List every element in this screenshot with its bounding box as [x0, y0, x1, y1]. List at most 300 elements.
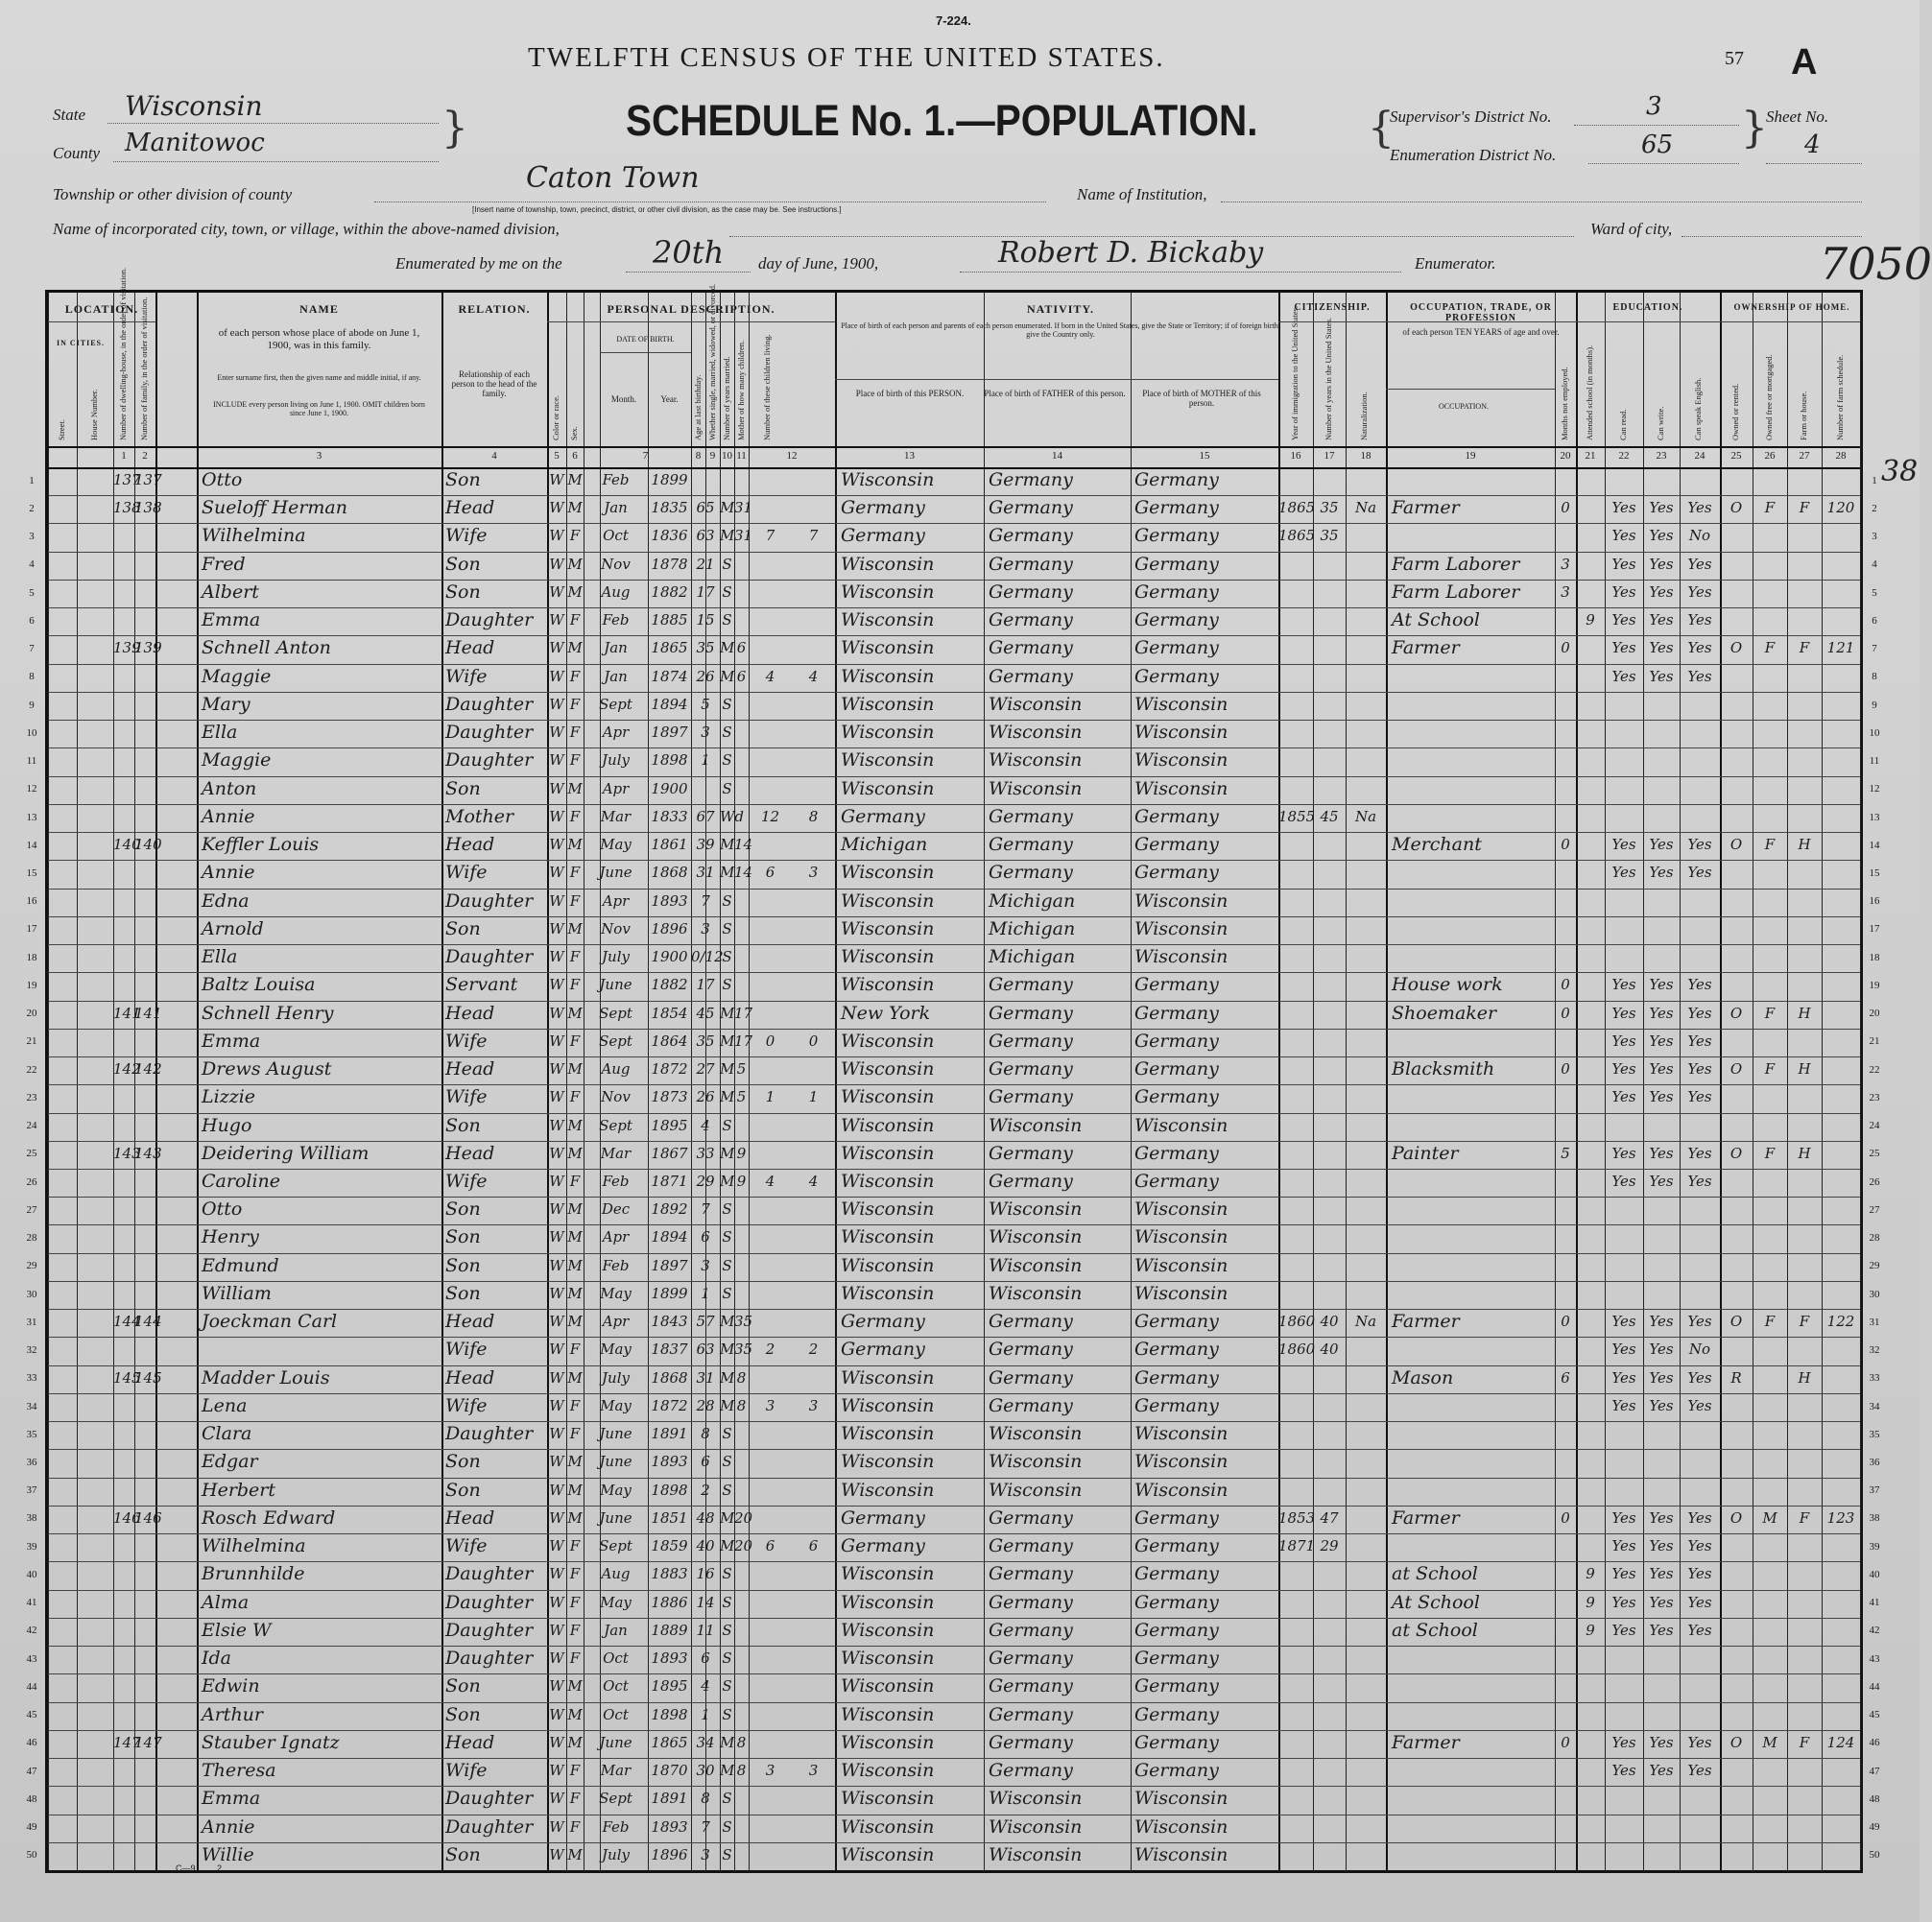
- cell-yr: 1871: [651, 1173, 688, 1190]
- cell-sex: M: [567, 499, 583, 516]
- header-owned-rented: Owned or rented.: [1730, 383, 1740, 440]
- column-number: 21: [1585, 450, 1596, 462]
- cell-fm: F: [1764, 836, 1776, 853]
- cell-bp: Wisconsin: [841, 1198, 935, 1220]
- cell-dw: 139: [113, 639, 141, 656]
- cell-bp: Wisconsin: [841, 1031, 935, 1052]
- cell-wr: Yes: [1649, 1397, 1674, 1414]
- cell-name: Edna: [202, 890, 250, 912]
- cell-bp: Wisconsin: [841, 1171, 935, 1192]
- column-divider: [197, 293, 199, 1870]
- cell-mne: 0: [1561, 639, 1570, 656]
- cell-rel: Daughter: [445, 694, 534, 715]
- brace-right-close: }: [1741, 104, 1768, 153]
- cell-yr: 1898: [651, 1482, 688, 1499]
- column-divider: [77, 293, 78, 1870]
- header-street: Street.: [57, 419, 66, 440]
- cell-wr: Yes: [1649, 1594, 1674, 1611]
- row-number: 34: [26, 1401, 37, 1412]
- cell-bm: Germany: [1134, 637, 1219, 658]
- cell-rd: Yes: [1611, 1565, 1636, 1582]
- cell-rel: Son: [445, 1198, 481, 1220]
- cell-ym: 31: [734, 499, 753, 516]
- cell-bm: Germany: [1134, 974, 1219, 995]
- cell-en: Yes: [1687, 1594, 1712, 1611]
- cell-name: Maggie: [202, 666, 272, 687]
- cell-ym: 6: [736, 668, 747, 685]
- cell-sex: F: [569, 724, 581, 741]
- cell-mon: May: [600, 1482, 632, 1499]
- cell-occ: Painter: [1392, 1143, 1459, 1164]
- cell-yr: 1882: [651, 583, 688, 601]
- row-number: 18: [1869, 952, 1880, 963]
- column-number: 18: [1360, 450, 1371, 462]
- group-education: EDUCATION.: [1612, 302, 1683, 313]
- cell-yr: 1873: [651, 1088, 688, 1105]
- cell-mo: 4: [765, 668, 775, 685]
- cell-own: O: [1729, 836, 1743, 853]
- cell-occ: Farmer: [1392, 637, 1460, 658]
- row-number: 45: [1869, 1709, 1880, 1720]
- cell-mon: May: [600, 1594, 632, 1611]
- cell-yr: 1898: [651, 1706, 688, 1723]
- cell-yr: 1898: [651, 751, 688, 769]
- row-number: 33: [1869, 1372, 1880, 1384]
- row-divider: [1278, 321, 1860, 322]
- cell-fs: 122: [1826, 1313, 1855, 1330]
- cell-rel: Son: [445, 581, 481, 603]
- cell-rd: Yes: [1611, 1594, 1636, 1611]
- cell-imm: 1871: [1278, 1537, 1316, 1554]
- cell-mne: 6: [1561, 1369, 1570, 1387]
- enumeration-value: 65: [1641, 131, 1674, 159]
- cell-yr: 1896: [651, 920, 688, 937]
- cell-bf: Germany: [989, 1732, 1073, 1753]
- cell-yr: 1895: [651, 1117, 688, 1134]
- cell-yr: 1883: [651, 1565, 688, 1582]
- cell-rel: Daughter: [445, 1423, 534, 1444]
- cell-mon: May: [600, 836, 632, 853]
- row-number: 46: [26, 1737, 37, 1748]
- row-number: 12: [26, 783, 37, 795]
- cell-mne: 5: [1561, 1145, 1570, 1162]
- cell-mon: Apr: [602, 1228, 630, 1246]
- cell-age: 40: [696, 1537, 715, 1554]
- cell-sex: M: [567, 1145, 583, 1162]
- cell-en: Yes: [1687, 1734, 1712, 1751]
- column-number: 4: [491, 450, 497, 462]
- cell-bf: Germany: [989, 525, 1073, 546]
- cell-col: W: [549, 639, 564, 656]
- cell-mar: M: [720, 499, 735, 516]
- cell-sex: F: [569, 892, 581, 910]
- cell-bp: Wisconsin: [841, 1423, 935, 1444]
- cell-mon: Mar: [600, 808, 632, 825]
- cell-bp: Wisconsin: [841, 778, 935, 799]
- cell-bm: Germany: [1134, 1367, 1219, 1388]
- cell-mo: 6: [765, 1537, 775, 1554]
- cell-mon: Aug: [601, 1060, 631, 1078]
- column-divider: [984, 293, 985, 1870]
- cell-mne: 0: [1561, 1060, 1570, 1078]
- cell-col: W: [549, 1341, 564, 1358]
- cell-bm: Wisconsin: [1134, 890, 1228, 912]
- margin-number: 38: [1881, 455, 1919, 488]
- cell-mar: S: [722, 696, 732, 713]
- cell-own: O: [1729, 499, 1743, 516]
- cell-en: Yes: [1687, 1005, 1712, 1022]
- cell-name: Elsie W: [202, 1620, 272, 1641]
- cell-mon: Sept: [599, 1032, 632, 1050]
- cell-col: W: [549, 976, 564, 993]
- row-number: 25: [26, 1148, 37, 1159]
- county-line: [113, 161, 439, 162]
- cell-fs: 124: [1826, 1734, 1855, 1751]
- cell-sex: F: [569, 527, 581, 544]
- cell-wr: Yes: [1649, 864, 1674, 881]
- cell-fm: M: [1762, 1734, 1777, 1751]
- header-sex: Sex.: [569, 426, 579, 440]
- cell-bf: Germany: [989, 862, 1073, 883]
- cell-mar: S: [722, 1818, 732, 1836]
- row-number: 35: [1869, 1429, 1880, 1440]
- cell-sch: 9: [1586, 1565, 1595, 1582]
- cell-age: 31: [696, 1369, 715, 1387]
- cell-ym: 14: [734, 836, 753, 853]
- cell-sex: M: [567, 1228, 583, 1246]
- cell-name: Anton: [202, 778, 257, 799]
- cell-col: W: [549, 1397, 564, 1414]
- cell-sex: M: [567, 583, 583, 601]
- cell-bm: Wisconsin: [1134, 1198, 1228, 1220]
- birth-father-header: Place of birth of FATHER of this person.: [984, 389, 1126, 398]
- enumerator-name: Robert D. Bickaby: [998, 236, 1264, 270]
- sheet-label: Sheet No.: [1766, 107, 1829, 126]
- cell-col: W: [549, 471, 564, 488]
- cell-rel: Head: [445, 1003, 495, 1024]
- cell-mne: 0: [1561, 1313, 1570, 1330]
- cell-rel: Head: [445, 637, 495, 658]
- cell-mar: M: [720, 639, 735, 656]
- cell-mon: June: [599, 1734, 632, 1751]
- row-number: 26: [26, 1176, 37, 1188]
- cell-fam: 145: [134, 1369, 162, 1387]
- cell-rd: Yes: [1611, 1032, 1636, 1050]
- cell-bf: Germany: [989, 1339, 1073, 1360]
- cell-sex: F: [569, 668, 581, 685]
- cell-wr: Yes: [1649, 1762, 1674, 1779]
- cell-yr: 1843: [651, 1313, 688, 1330]
- cell-rel: Son: [445, 1704, 481, 1725]
- cell-wr: Yes: [1649, 1173, 1674, 1190]
- cell-bf: Michigan: [989, 890, 1076, 912]
- cell-sex: F: [569, 1790, 581, 1807]
- cell-sex: F: [569, 751, 581, 769]
- cell-mon: July: [602, 1369, 630, 1387]
- cell-mar: S: [722, 1257, 732, 1274]
- group-relation: RELATION.: [458, 302, 531, 316]
- cell-bp: Germany: [841, 1535, 925, 1556]
- cell-name: Rosch Edward: [202, 1507, 336, 1529]
- cell-rel: Daughter: [445, 1620, 534, 1641]
- row-number: 26: [1869, 1176, 1880, 1188]
- cell-col: W: [549, 864, 564, 881]
- cell-bf: Wisconsin: [989, 1844, 1083, 1865]
- cell-mon: Sept: [599, 696, 632, 713]
- cell-wr: Yes: [1649, 1369, 1674, 1387]
- row-number: 44: [1869, 1681, 1880, 1693]
- cell-yr: 1893: [651, 1818, 688, 1836]
- cell-mar: M: [720, 1341, 735, 1358]
- column-number: 1: [121, 450, 127, 462]
- group-personal: PERSONAL DESCRIPTION.: [607, 302, 775, 316]
- cell-rel: Head: [445, 1143, 495, 1164]
- cell-yr: 1889: [651, 1622, 688, 1639]
- cell-bf: Germany: [989, 1507, 1073, 1529]
- cell-age: 17: [696, 976, 715, 993]
- cell-bp: Germany: [841, 525, 925, 546]
- cell-bp: Wisconsin: [841, 974, 935, 995]
- column-number: 26: [1764, 450, 1776, 462]
- cell-yr: 1882: [651, 976, 688, 993]
- row-number: 36: [26, 1457, 37, 1468]
- cell-en: Yes: [1687, 1565, 1712, 1582]
- cell-rel: Daughter: [445, 946, 534, 967]
- cell-bm: Germany: [1134, 1620, 1219, 1641]
- cell-cl: 4: [808, 668, 819, 685]
- cell-cl: 8: [808, 808, 819, 825]
- row-number: 39: [26, 1541, 37, 1553]
- cell-mar: S: [722, 1622, 732, 1639]
- cell-ym: 5: [736, 1088, 747, 1105]
- cell-mon: Nov: [601, 556, 631, 573]
- cell-age: 28: [696, 1397, 715, 1414]
- cell-bp: Wisconsin: [841, 918, 935, 939]
- cell-age: 7: [701, 892, 710, 910]
- cell-yr: 1835: [651, 499, 688, 516]
- cell-col: W: [549, 1734, 564, 1751]
- cell-name: Lizzie: [202, 1086, 256, 1107]
- cell-bp: Wisconsin: [841, 1058, 935, 1080]
- row-number: 11: [26, 755, 37, 767]
- cell-bp: Wisconsin: [841, 666, 935, 687]
- cell-wr: Yes: [1649, 639, 1674, 656]
- cell-bf: Wisconsin: [989, 1283, 1083, 1304]
- cell-col: W: [549, 1369, 564, 1387]
- cell-mon: Oct: [603, 1677, 629, 1695]
- cell-mar: S: [722, 1790, 732, 1807]
- enumerated-prefix: Enumerated by me on the: [395, 254, 562, 273]
- cell-bp: Wisconsin: [841, 1283, 935, 1304]
- cell-mon: Oct: [603, 527, 629, 544]
- cell-imm: 1860: [1278, 1341, 1316, 1358]
- cell-bm: Germany: [1134, 1675, 1219, 1697]
- cell-en: Yes: [1687, 1145, 1712, 1162]
- row-number: 27: [1869, 1204, 1880, 1216]
- cell-rel: Wife: [445, 1760, 488, 1781]
- cell-mar: M: [720, 1509, 735, 1527]
- cell-rel: Daughter: [445, 890, 534, 912]
- township-note: [Insert name of township, town, precinct, district, or other civil division, as the case may be. See instructions.]: [472, 205, 842, 214]
- cell-bp: Wisconsin: [841, 554, 935, 575]
- township-label: Township or other division of county: [53, 185, 293, 203]
- cell-cl: 3: [808, 1762, 819, 1779]
- cell-bm: Germany: [1134, 862, 1219, 883]
- cell-yr: 1854: [651, 1005, 688, 1022]
- cell-occ: Blacksmith: [1392, 1058, 1495, 1080]
- cell-rel: Wife: [445, 1535, 488, 1556]
- cell-rel: Daughter: [445, 609, 534, 630]
- cell-name: Mary: [202, 694, 250, 715]
- cell-rd: Yes: [1611, 1509, 1636, 1527]
- cell-col: W: [549, 836, 564, 853]
- row-number: 40: [26, 1569, 37, 1580]
- cell-name: Willie: [202, 1844, 254, 1865]
- cell-name: Emma: [202, 609, 261, 630]
- cell-bm: Wisconsin: [1134, 1816, 1228, 1838]
- column-number: 23: [1656, 450, 1667, 462]
- cell-name: Deidering William: [202, 1143, 370, 1164]
- cell-age: 21: [696, 556, 715, 573]
- cell-col: W: [549, 1200, 564, 1218]
- cell-mar: M: [720, 668, 735, 685]
- cell-mar: S: [722, 1649, 732, 1667]
- row-number: 37: [26, 1484, 37, 1496]
- cell-col: W: [549, 1790, 564, 1807]
- cell-wr: Yes: [1649, 1060, 1674, 1078]
- header-can-read: Can read.: [1618, 409, 1628, 440]
- cell-bp: Wisconsin: [841, 609, 935, 630]
- cell-yus: 35: [1320, 499, 1339, 516]
- cell-yus: 29: [1320, 1537, 1339, 1554]
- header-attended-school: Attended school (in months).: [1585, 344, 1594, 440]
- cell-sex: F: [569, 864, 581, 881]
- cell-bf: Germany: [989, 1648, 1073, 1669]
- cell-ym: 8: [736, 1734, 747, 1751]
- row-number: 15: [26, 867, 37, 879]
- cell-rd: Yes: [1611, 1369, 1636, 1387]
- cell-imm: 1860: [1278, 1313, 1316, 1330]
- column-number: 11: [736, 450, 747, 462]
- cell-name: Brunnhilde: [202, 1563, 305, 1584]
- cell-wr: Yes: [1649, 1145, 1674, 1162]
- cell-mne: 0: [1561, 976, 1570, 993]
- cell-sex: F: [569, 1032, 581, 1050]
- cell-bf: Germany: [989, 554, 1073, 575]
- header-years-married: Number of years married.: [721, 356, 731, 440]
- occupation-sub: OCCUPATION.: [1439, 402, 1489, 411]
- cell-en: Yes: [1687, 1313, 1712, 1330]
- cell-en: No: [1688, 527, 1711, 544]
- cell-sex: M: [567, 1257, 583, 1274]
- cell-bf: Wisconsin: [989, 1451, 1083, 1472]
- name-desc: of each person whose place of abode on June 1, 1900, was in this family.: [218, 327, 420, 351]
- cell-rd: Yes: [1611, 976, 1636, 993]
- cell-bm: Germany: [1134, 1732, 1219, 1753]
- cell-age: 57: [696, 1313, 715, 1330]
- cell-col: W: [549, 1622, 564, 1639]
- cell-cl: 2: [808, 1341, 819, 1358]
- cell-rel: Head: [445, 834, 495, 855]
- row-number: 10: [1869, 727, 1880, 739]
- cell-col: W: [549, 1818, 564, 1836]
- cell-mar: Wd: [720, 808, 745, 825]
- cell-name: Ida: [202, 1648, 231, 1669]
- cell-wr: Yes: [1649, 1341, 1674, 1358]
- row-number: 29: [1869, 1260, 1880, 1271]
- cell-occ: Farmer: [1392, 1732, 1460, 1753]
- cell-mon: May: [600, 1397, 632, 1414]
- cell-name: Annie: [202, 806, 255, 827]
- cell-rd: Yes: [1611, 1537, 1636, 1554]
- cell-col: W: [549, 1257, 564, 1274]
- cell-bp: Wisconsin: [841, 1395, 935, 1416]
- cell-bp: Wisconsin: [841, 581, 935, 603]
- county-label: County: [53, 144, 101, 162]
- cell-mon: June: [599, 1453, 632, 1470]
- cell-rel: Head: [445, 497, 495, 518]
- cell-age: 35: [696, 1032, 715, 1050]
- cell-mar: M: [720, 1032, 735, 1050]
- footer-mark: C—9 2: [176, 1863, 223, 1873]
- cell-yr: 1874: [651, 668, 688, 685]
- cell-col: W: [549, 1677, 564, 1695]
- cell-col: W: [549, 724, 564, 741]
- cell-sex: F: [569, 1173, 581, 1190]
- cell-yr: 1895: [651, 1677, 688, 1695]
- cell-rel: Son: [445, 554, 481, 575]
- cell-bf: Germany: [989, 1031, 1073, 1052]
- cell-age: 63: [696, 527, 715, 544]
- row-number: 46: [1869, 1737, 1880, 1748]
- row-divider: [1386, 389, 1555, 390]
- cell-age: 39: [696, 836, 715, 853]
- cell-age: 33: [696, 1145, 715, 1162]
- cell-name: Annie: [202, 862, 255, 883]
- cell-bp: Germany: [841, 1311, 925, 1332]
- column-number: 10: [722, 450, 732, 462]
- row-number: 2: [29, 503, 35, 514]
- cell-col: W: [549, 499, 564, 516]
- cell-mon: Jan: [604, 499, 628, 516]
- cell-mon: Jan: [604, 668, 628, 685]
- cell-rel: Head: [445, 1732, 495, 1753]
- cell-fm: F: [1764, 1005, 1776, 1022]
- cell-bf: Germany: [989, 469, 1073, 490]
- column-number: 7: [642, 450, 649, 462]
- cell-sex: F: [569, 1088, 581, 1105]
- cell-col: W: [549, 1509, 564, 1527]
- cell-bm: Germany: [1134, 581, 1219, 603]
- row-number: 13: [1869, 812, 1880, 823]
- cell-bp: Germany: [841, 497, 925, 518]
- cell-age: 1: [701, 751, 710, 769]
- cell-en: Yes: [1687, 836, 1712, 853]
- cell-rel: Son: [445, 1283, 481, 1304]
- cell-mo: 7: [765, 527, 775, 544]
- cell-yr: 1894: [651, 696, 688, 713]
- cell-col: W: [549, 1060, 564, 1078]
- cell-age: 26: [696, 668, 715, 685]
- cell-mar: S: [722, 1228, 732, 1246]
- header-free-mortgaged: Owned free or mortgaged.: [1764, 354, 1774, 440]
- sheet-line: [1766, 163, 1862, 164]
- cell-bm: Wisconsin: [1134, 946, 1228, 967]
- enumerator-line: [960, 272, 1401, 273]
- cell-col: W: [549, 1285, 564, 1302]
- row-number: 36: [1869, 1457, 1880, 1468]
- cell-col: W: [549, 751, 564, 769]
